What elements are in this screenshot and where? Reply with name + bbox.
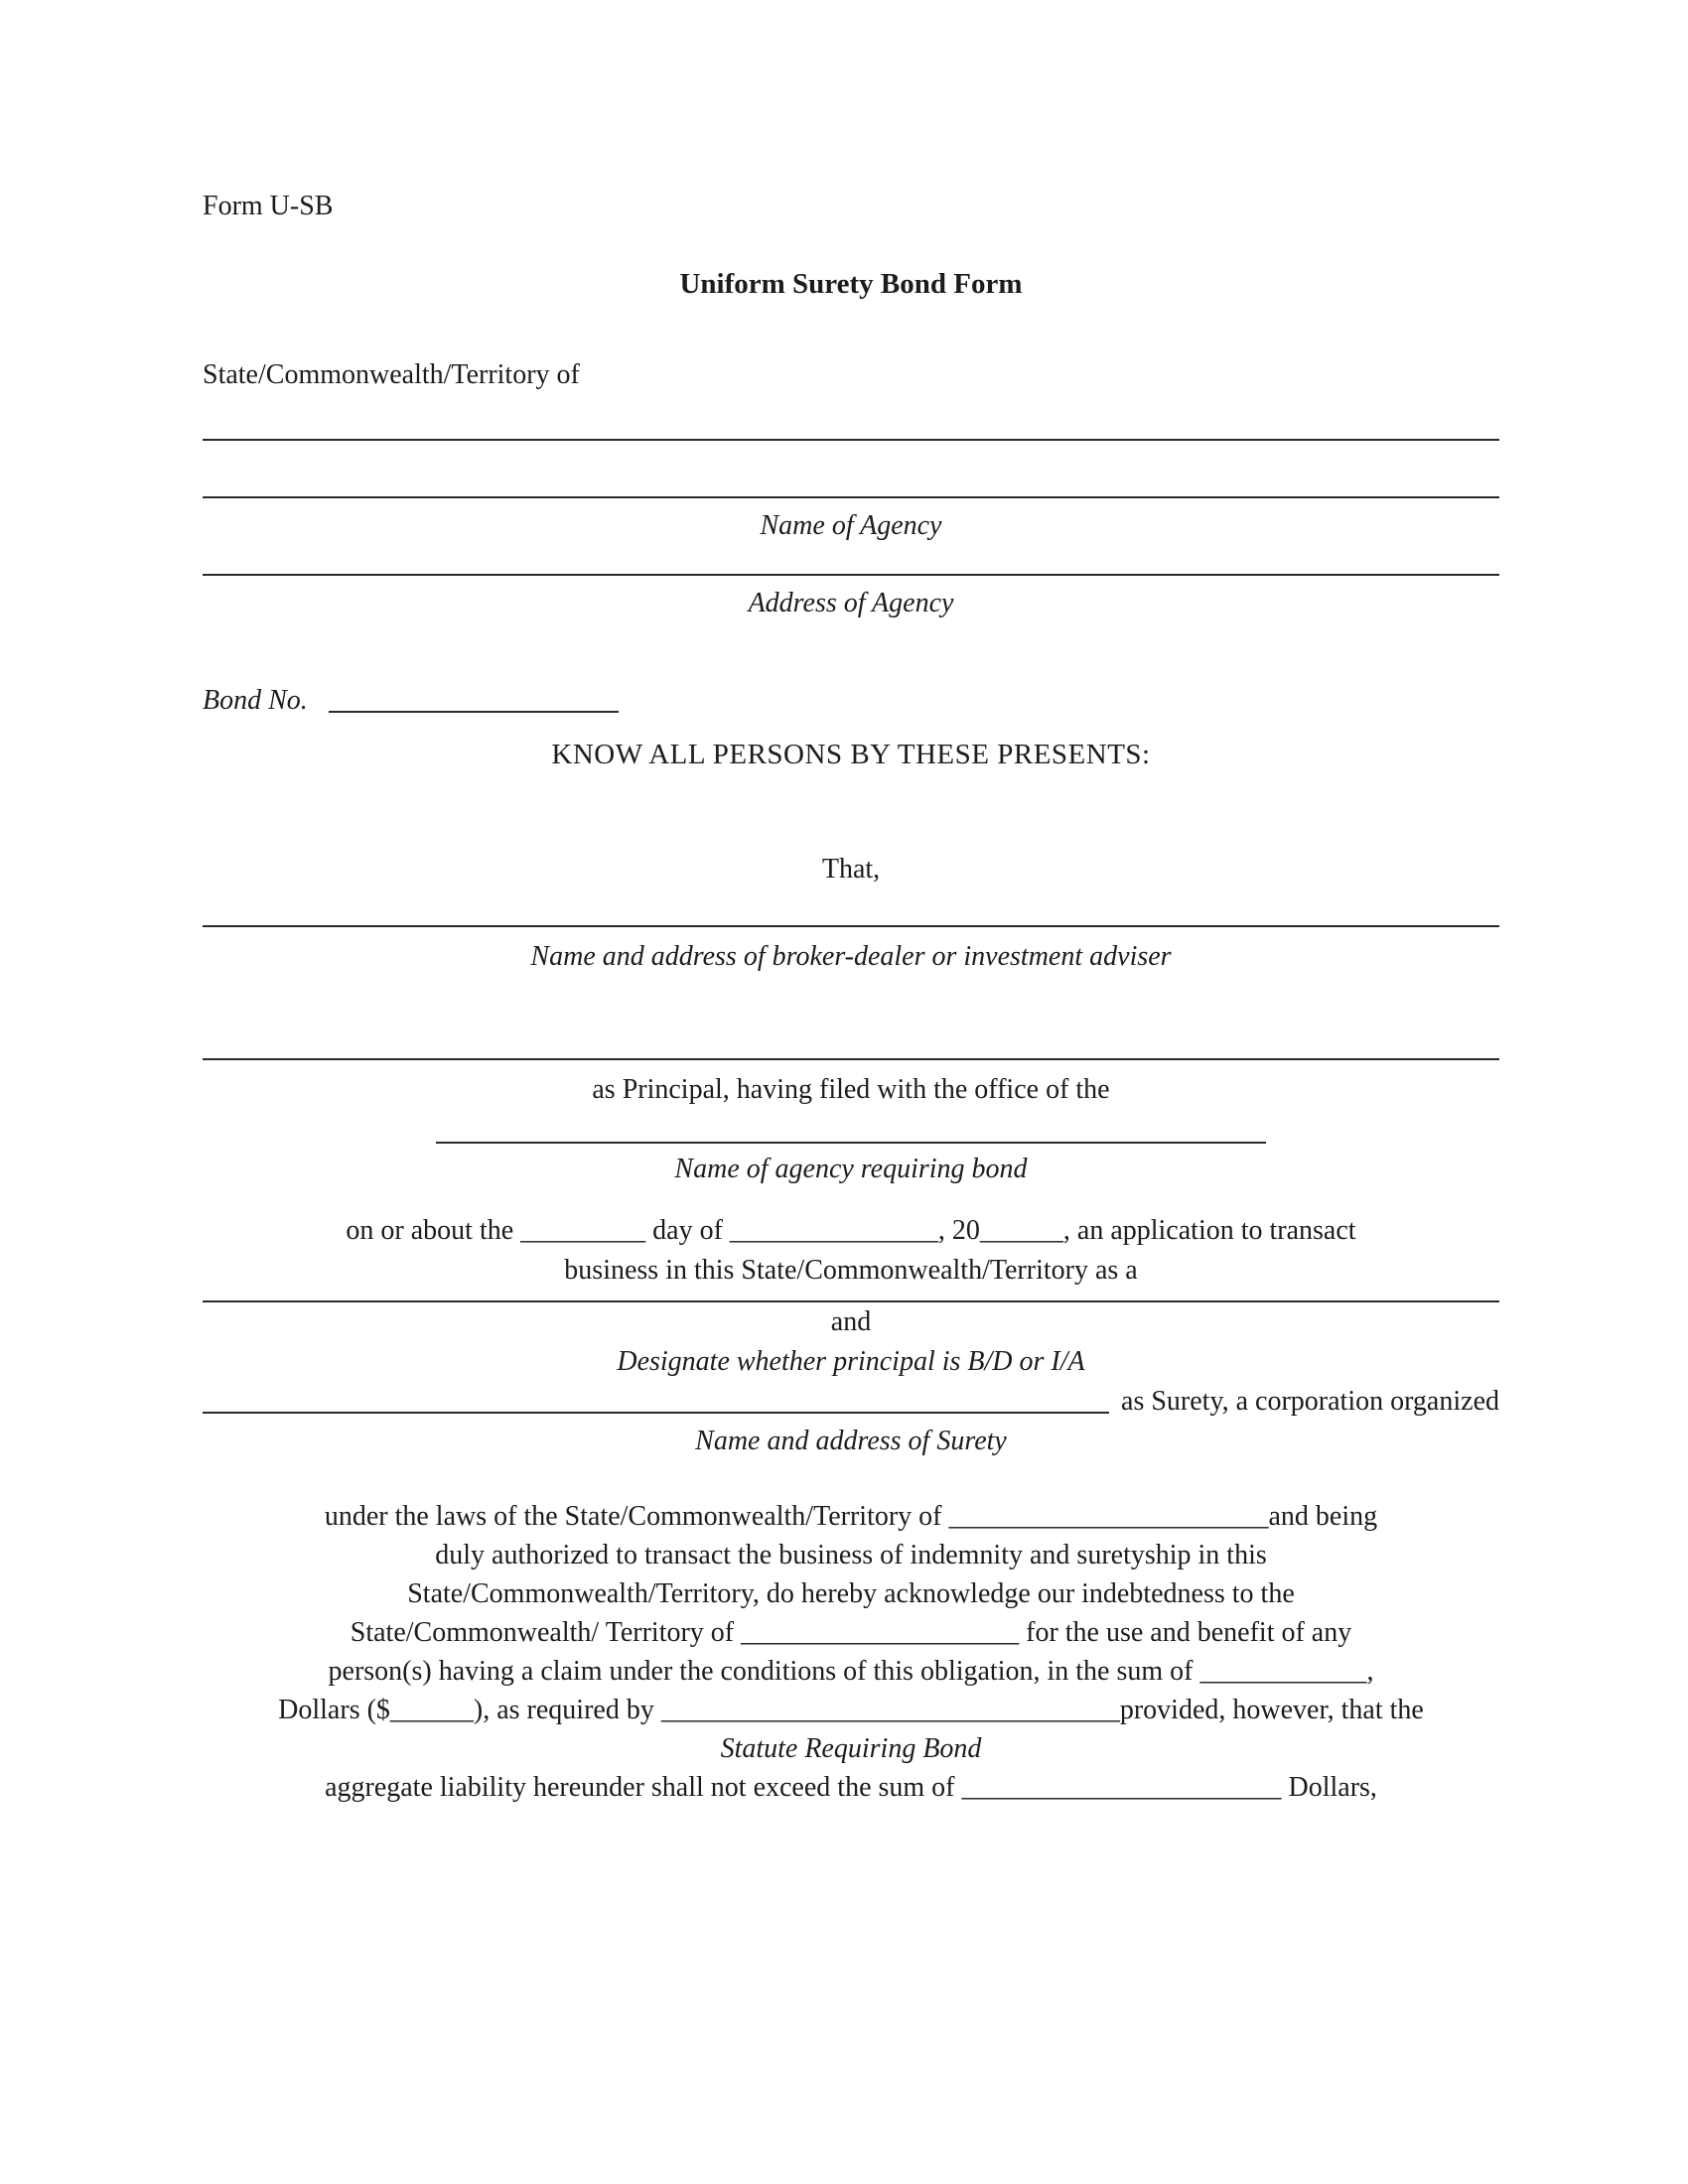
bond-number-label: Bond No. [203,685,308,716]
obligation-line: person(s) having a claim under the conditions of this obligation, in the sum of ____________, [328,1656,1374,1687]
agency-address-blank-rule [203,574,1499,576]
agency-name-caption: Name of Agency [760,510,942,541]
obligation-paragraph [203,1497,1499,1807]
form-title: Uniform Surety Bond Form [679,268,1023,300]
agency-requiring-caption: Name of agency requiring bond [674,1154,1028,1184]
agency-name-blank-rule [203,496,1499,498]
form-number: Form U-SB [203,191,334,221]
and-line: and [830,1306,872,1337]
aggregate-liability-line: aggregate liability hereunder shall not exceed the sum of _______________________ Dollars, [325,1772,1377,1803]
obligation-line: duly authorized to transact the business of indemnity and suretyship in this [435,1540,1267,1570]
statute-caption: Statute Requiring Bond [720,1733,982,1764]
state-territory-blank-rule [203,439,1499,441]
broker-dealer-blank-rule-2 [203,1058,1499,1060]
designate-caption: Designate whether principal is B/D or I/A [617,1346,1085,1377]
obligation-line: under the laws of the State/Commonwealth/Territory of _______________________and being [324,1501,1378,1532]
know-all-heading: KNOW ALL PERSONS BY THESE PRESENTS: [551,739,1151,770]
surety-line-text: as Surety, a corporation organized [1121,1386,1499,1417]
obligation-line: State/Commonwealth/Territory, do hereby acknowledge our indebtedness to the [407,1578,1295,1609]
obligation-line: Dollars ($______), as required by _________________________________provided, however, that the [278,1695,1424,1725]
agency-address-caption: Address of Agency [748,588,954,618]
surety-row [203,1382,1499,1422]
obligation-line: State/Commonwealth/ Territory of ____________________ for the use and benefit of any [350,1617,1352,1648]
surety-caption: Name and address of Surety [695,1426,1007,1456]
bond-number-blank-rule [329,711,619,713]
state-territory-label: State/Commonwealth/Territory of [203,359,580,390]
broker-dealer-caption: Name and address of broker-dealer or investment adviser [530,941,1172,972]
application-date-line: on or about the _________ day of _______________, 20______, an application to transact [346,1215,1356,1246]
surety-name-blank-rule [203,1412,1109,1414]
agency-requiring-blank-rule [436,1142,1266,1144]
business-line: business in this State/Commonwealth/Territory as a [564,1255,1138,1286]
form-content [203,0,1499,1807]
bond-number-row [203,681,1499,721]
broker-dealer-blank-rule [203,925,1499,927]
principal-line: as Principal, having filed with the office of the [592,1074,1110,1105]
that-line: That, [821,854,881,885]
